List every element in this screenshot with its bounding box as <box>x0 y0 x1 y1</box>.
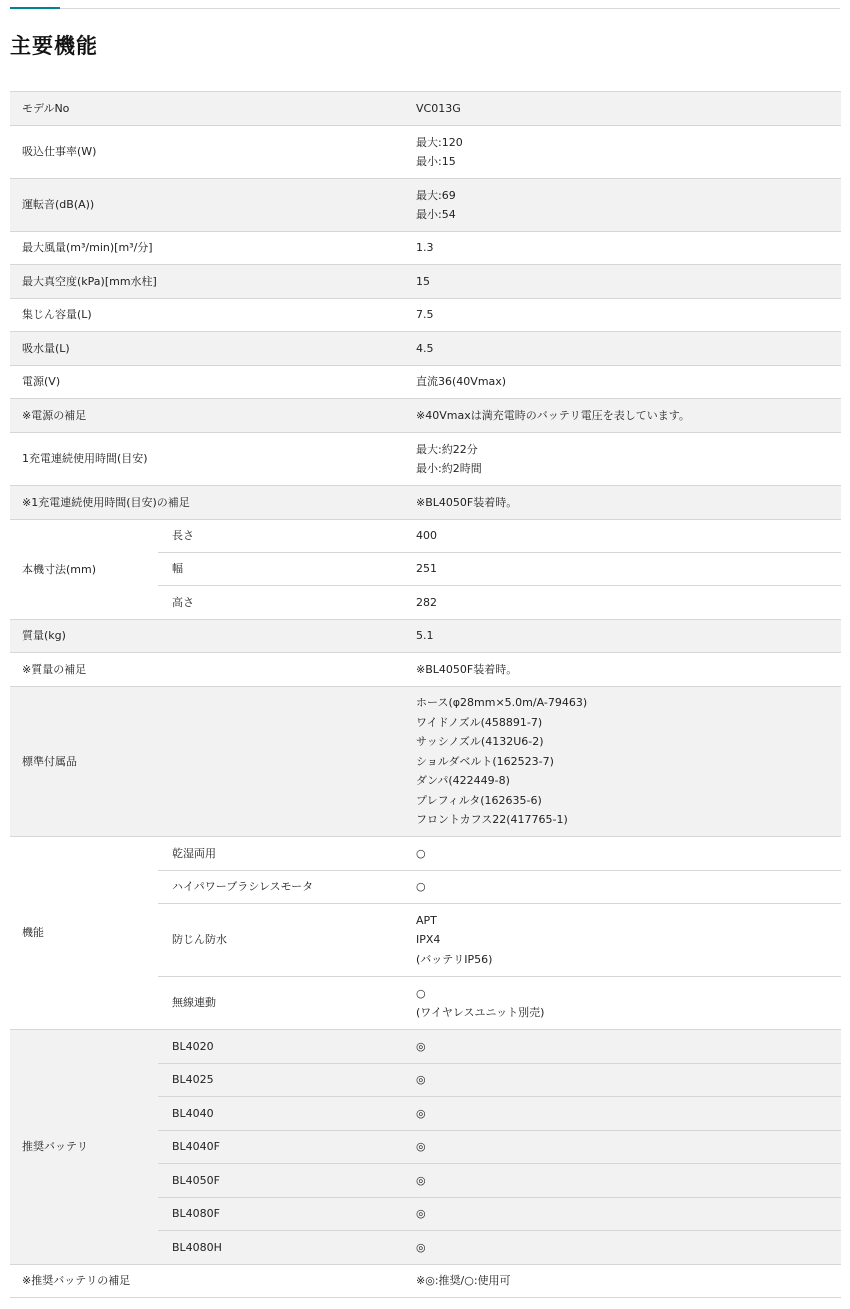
spec-label: ※推奨バッテリの補足 <box>10 1265 406 1298</box>
spec-label: 最大真空度(kPa)[mm水柱] <box>10 265 406 299</box>
spec-value: ◎ <box>406 1164 841 1198</box>
spec-row-runtime <box>10 433 841 486</box>
spec-label: 最大風量(m³/min)[m³/分] <box>10 232 406 265</box>
spec-label: 吸込仕事率(W) <box>10 126 406 179</box>
accessory-item: ショルダベルト(162523-7) <box>416 754 554 768</box>
accessory-item: ホース(φ28mm×5.0m/A-79463) <box>416 696 588 710</box>
spec-value: ○ <box>406 871 841 904</box>
spec-value <box>406 179 841 232</box>
spec-value: 251 <box>406 553 841 586</box>
spec-value-line: 最大:約22分 <box>416 442 478 456</box>
accessory-item: サッシノズル(4132U6-2) <box>416 735 544 749</box>
spec-group-label: 機能 <box>10 837 158 1030</box>
spec-row-dust <box>10 299 841 332</box>
spec-label: 運転音(dB(A)) <box>10 179 406 232</box>
spec-value <box>406 687 841 837</box>
spec-value-line: 最小:約2時間 <box>416 462 482 475</box>
top-divider <box>10 8 840 9</box>
spec-label: ※1充電連続使用時間(目安)の補足 <box>10 486 406 520</box>
spec-value-line: 最小:54 <box>416 208 456 221</box>
spec-row-model <box>10 92 841 126</box>
spec-value: ◎ <box>406 1131 841 1164</box>
spec-label: 吸水量(L) <box>10 332 406 366</box>
accessory-item: フロントカフス22(417765-1) <box>416 813 568 827</box>
spec-label: 質量(kg) <box>10 620 406 653</box>
spec-label: 集じん容量(L) <box>10 299 406 332</box>
spec-sub-label: BL4080H <box>158 1231 406 1265</box>
spec-value: 400 <box>406 520 841 553</box>
spec-sub-label: BL4020 <box>158 1030 406 1064</box>
spec-row-mass <box>10 620 841 653</box>
spec-value: ※40Vmaxは満充電時のバッテリ電圧を表しています。 <box>406 399 841 433</box>
spec-sub-label: BL4040F <box>158 1131 406 1164</box>
spec-row-battery <box>10 1030 841 1064</box>
spec-value-line: ○ <box>416 986 426 1000</box>
top-accent-bar <box>10 7 60 9</box>
section-title: 主要機能 <box>10 34 98 58</box>
spec-value <box>406 904 841 977</box>
spec-label: 電源(V) <box>10 366 406 399</box>
spec-row-dimensions-length <box>10 520 841 553</box>
spec-value: ◎ <box>406 1097 841 1131</box>
spec-value: ※◎:推奨/○:使用可 <box>406 1265 841 1298</box>
spec-value <box>406 433 841 486</box>
spec-sub-label: BL4040 <box>158 1097 406 1131</box>
spec-row-vacuum <box>10 265 841 299</box>
accessory-item: ダンパ(422449-8) <box>416 774 510 788</box>
spec-sub-label: 長さ <box>158 520 406 553</box>
spec-value: ※BL4050F装着時。 <box>406 486 841 520</box>
spec-sub-label: 高さ <box>158 586 406 620</box>
spec-value-line: 最小:15 <box>416 155 456 168</box>
spec-table <box>10 91 841 1298</box>
spec-sub-label: BL4050F <box>158 1164 406 1198</box>
spec-value-line: 最大:120 <box>416 135 463 149</box>
accessory-item: ワイドノズル(458891-7) <box>416 715 543 729</box>
spec-group-label: 推奨バッテリ <box>10 1030 158 1265</box>
spec-value: VC013G <box>406 92 841 126</box>
spec-sub-label: BL4025 <box>158 1064 406 1097</box>
spec-value: ◎ <box>406 1231 841 1265</box>
spec-value: ○ <box>406 837 841 871</box>
spec-row-function-wetdry <box>10 837 841 871</box>
spec-group-label: 本機寸法(mm) <box>10 520 158 620</box>
spec-value: 1.3 <box>406 232 841 265</box>
spec-label: モデルNo <box>10 92 406 126</box>
spec-row-power-note <box>10 399 841 433</box>
spec-row-airflow <box>10 232 841 265</box>
spec-row-water <box>10 332 841 366</box>
accessory-item: プレフィルタ(162635-6) <box>416 793 542 807</box>
spec-value <box>406 977 841 1030</box>
spec-row-noise <box>10 179 841 232</box>
spec-value-line: 最大:69 <box>416 188 456 202</box>
spec-value-line: (バッテリIP56) <box>416 952 493 966</box>
spec-value: ※BL4050F装着時。 <box>406 653 841 687</box>
spec-value: ◎ <box>406 1030 841 1064</box>
spec-row-mass-note <box>10 653 841 687</box>
spec-row-input <box>10 126 841 179</box>
spec-value: 15 <box>406 265 841 299</box>
spec-sub-label: 幅 <box>158 553 406 586</box>
spec-value-line: APT <box>416 913 437 927</box>
spec-row-runtime-note <box>10 486 841 520</box>
spec-sub-label: BL4080F <box>158 1198 406 1231</box>
spec-value-line: IPX4 <box>416 933 441 947</box>
spec-value: 4.5 <box>406 332 841 366</box>
spec-value <box>406 126 841 179</box>
spec-value: 7.5 <box>406 299 841 332</box>
spec-sub-label: ハイパワーブラシレスモータ <box>158 871 406 904</box>
spec-row-battery-note <box>10 1265 841 1298</box>
spec-value-line: (ワイヤレスユニット別売) <box>416 1006 545 1019</box>
spec-value: 直流36(40Vmax) <box>406 366 841 399</box>
spec-row-accessories <box>10 687 841 837</box>
spec-value: 282 <box>406 586 841 620</box>
spec-label: ※質量の補足 <box>10 653 406 687</box>
spec-label: 1充電連続使用時間(目安) <box>10 433 406 486</box>
spec-label: 標準付属品 <box>10 687 406 837</box>
spec-label: ※電源の補足 <box>10 399 406 433</box>
spec-row-power <box>10 366 841 399</box>
spec-sub-label: 防じん防水 <box>158 904 406 977</box>
spec-sub-label: 乾湿両用 <box>158 837 406 871</box>
spec-value: ◎ <box>406 1064 841 1097</box>
spec-value: 5.1 <box>406 620 841 653</box>
spec-value: ◎ <box>406 1198 841 1231</box>
spec-sub-label: 無線連動 <box>158 977 406 1030</box>
